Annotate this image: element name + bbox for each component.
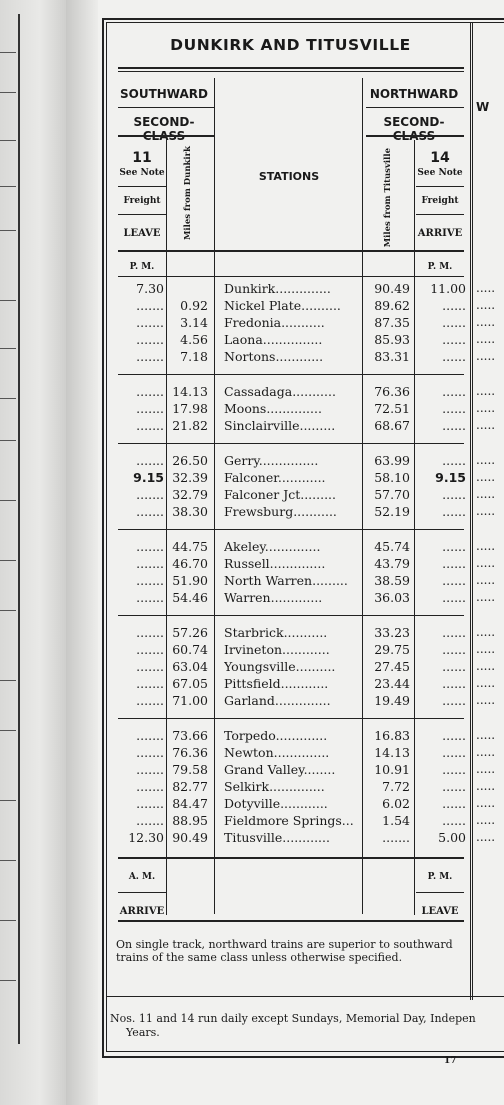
table-row: [98, 676, 504, 693]
station-name: Selkirk..............: [224, 779, 325, 794]
table-row: [98, 745, 504, 762]
miles-titusville: 38.59: [374, 573, 410, 588]
miles-titusville: 45.74: [374, 539, 410, 554]
south-time: .......: [136, 590, 164, 605]
southward-train-type: Freight: [123, 196, 161, 206]
next-table-fragment: .....: [476, 625, 496, 639]
next-table-fragment: .....: [476, 298, 496, 312]
north-type-rule: [416, 214, 464, 215]
south-time: .......: [136, 504, 164, 519]
next-table-fragment: .....: [476, 762, 496, 776]
table-row: [98, 349, 504, 366]
facing-page-line: [0, 560, 16, 561]
north-time: ......: [442, 384, 466, 399]
north-time: ......: [442, 573, 466, 588]
table-row: [98, 728, 504, 745]
next-table-fragment: .....: [476, 315, 496, 329]
station-name: Warren.............: [224, 590, 323, 605]
timetable-page: [98, 0, 504, 1105]
south-type-rule: [118, 214, 166, 215]
next-table-fragment: .....: [476, 539, 496, 553]
next-table-fragment: .....: [476, 573, 496, 587]
next-table-fragment: .....: [476, 779, 496, 793]
north-time: ......: [442, 349, 466, 364]
miles-dunkirk: 3.14: [180, 315, 208, 330]
table-row: [98, 659, 504, 676]
south-time: 12.30: [128, 830, 164, 845]
station-name: Nortons............: [224, 349, 324, 364]
facing-page-line: [0, 860, 16, 861]
facing-page-line: [0, 230, 16, 231]
southward-pm-label: P. M.: [129, 262, 155, 272]
miles-titusville: 33.23: [374, 625, 410, 640]
footnote-line-2: Years.: [126, 1026, 160, 1039]
miles-titusville: 90.49: [374, 281, 410, 296]
stations-header: STATIONS: [258, 170, 320, 183]
miles-dunkirk: 38.30: [172, 504, 208, 519]
station-name: Laona...............: [224, 332, 323, 347]
table-row: [98, 315, 504, 332]
next-table-fragment: .....: [476, 745, 496, 759]
miles-dunkirk: 54.46: [172, 590, 208, 605]
station-name: Newton..............: [224, 745, 330, 760]
south-time: .......: [136, 332, 164, 347]
miles-dunkirk: 71.00: [172, 693, 208, 708]
miles-dunkirk: 84.47: [172, 796, 208, 811]
table-row: [98, 796, 504, 813]
next-table-fragment: .....: [476, 659, 496, 673]
station-name: Moons..............: [224, 401, 322, 416]
northward-leave-label: LEAVE: [421, 906, 459, 917]
table-row: [98, 384, 504, 401]
table-row: [98, 487, 504, 504]
table-row: [98, 539, 504, 556]
north-time: ......: [442, 728, 466, 743]
south-time: .......: [136, 676, 164, 691]
next-table-fragment: .....: [476, 281, 496, 295]
station-name: Garland..............: [224, 693, 331, 708]
south-time: .......: [136, 625, 164, 640]
facing-page-line: [0, 398, 16, 399]
miles-titusville: 58.10: [374, 470, 410, 485]
south-time: .......: [136, 813, 164, 828]
station-name: North Warren.........: [224, 573, 348, 588]
facing-page-line: [0, 920, 16, 921]
north-time: ......: [442, 418, 466, 433]
miles-titusville: 27.45: [374, 659, 410, 674]
title-rule-2: [118, 71, 464, 72]
table-row: [98, 453, 504, 470]
facing-page-line: [0, 300, 16, 301]
north-time: 11.00: [430, 281, 466, 296]
north-time: ......: [442, 504, 466, 519]
miles-titusville: 10.91: [374, 762, 410, 777]
station-name: Fredonia...........: [224, 315, 325, 330]
southward-train-number: 11: [132, 150, 152, 166]
station-name: Akeley..............: [224, 539, 321, 554]
south-time: .......: [136, 349, 164, 364]
south-time: 9.15: [133, 470, 164, 485]
group-separator: [118, 443, 464, 444]
north-time: ......: [442, 539, 466, 554]
next-table-fragment: .....: [476, 642, 496, 656]
table-row: [98, 762, 504, 779]
miles-titusville: 19.49: [374, 693, 410, 708]
page-number: 17: [444, 1056, 457, 1066]
southward-class: SECOND-CLASS: [133, 115, 195, 143]
station-name: Fieldmore Springs...: [224, 813, 354, 828]
table-row: [98, 830, 504, 847]
south-time: .......: [136, 728, 164, 743]
north-arrive-rule: [362, 250, 464, 252]
next-table-fragment: .....: [476, 813, 496, 827]
miles-titusville: 14.13: [374, 745, 410, 760]
north-pm-rule: [416, 892, 464, 893]
next-table-fragment: .....: [476, 418, 496, 432]
miles-dunkirk: 67.05: [172, 676, 208, 691]
station-name: Cassadaga...........: [224, 384, 336, 399]
footer-rule: [118, 920, 464, 922]
superiority-note: On single track, northward trains are superior to southward trains of the same class unless otherwise specified.: [116, 938, 453, 964]
north-time: ......: [442, 453, 466, 468]
table-row: [98, 625, 504, 642]
facing-page-line: [0, 140, 16, 141]
south-leave-rule: [118, 250, 214, 252]
next-table-fragment: .....: [476, 676, 496, 690]
north-time: ......: [442, 642, 466, 657]
southward-arrive-label: ARRIVE: [119, 906, 165, 917]
page-title: DUNKIRK AND TITUSVILLE: [170, 36, 411, 54]
north-time: ......: [442, 659, 466, 674]
south-time: .......: [136, 487, 164, 502]
station-name: Russell..............: [224, 556, 326, 571]
table-row: [98, 470, 504, 487]
table-row: [98, 779, 504, 796]
south-am-rule: [118, 892, 166, 893]
south-time: .......: [136, 659, 164, 674]
north-no-rule: [416, 186, 464, 187]
facing-page-line: [0, 500, 16, 501]
north-time: ......: [442, 487, 466, 502]
next-table-fragment: .....: [476, 384, 496, 398]
miles-dunkirk: 0.92: [180, 298, 208, 313]
north-time: ......: [442, 745, 466, 760]
table-row: [98, 573, 504, 590]
south-time: .......: [136, 762, 164, 777]
miles-dunkirk: 46.70: [172, 556, 208, 571]
miles-from-dunkirk-header: Miles from Dunkirk: [183, 146, 193, 240]
south-time: .......: [136, 298, 164, 313]
table-row: [98, 298, 504, 315]
group-separator: [118, 374, 464, 375]
north-time: ......: [442, 779, 466, 794]
book-gutter: [66, 0, 100, 1105]
next-table-fragment: .....: [476, 504, 496, 518]
station-name: Falconer............: [224, 470, 326, 485]
next-table-fragment: .....: [476, 332, 496, 346]
miles-dunkirk: 44.75: [172, 539, 208, 554]
miles-dunkirk: 14.13: [172, 384, 208, 399]
miles-dunkirk: 51.90: [172, 573, 208, 588]
facing-page-line: [0, 92, 16, 93]
facing-page-line: [0, 610, 16, 611]
table-bottom-rule: [118, 857, 464, 859]
station-name: Starbrick...........: [224, 625, 328, 640]
northward-pm-label: P. M.: [427, 262, 453, 272]
facing-page-line: [0, 440, 16, 441]
miles-titusville: 72.51: [374, 401, 410, 416]
south-time: .......: [136, 556, 164, 571]
northward-train-type: Freight: [421, 196, 459, 206]
northward-arrive-label: ARRIVE: [417, 228, 463, 239]
northward-direction: NORTHWARD: [369, 87, 459, 101]
north-time: ......: [442, 332, 466, 347]
south-time: 7.30: [136, 281, 164, 296]
southward-leave-label: LEAVE: [123, 228, 161, 239]
south-time: .......: [136, 573, 164, 588]
station-name: Sinclairville.........: [224, 418, 336, 433]
station-name: Nickel Plate..........: [224, 298, 341, 313]
north-class-rule: [366, 135, 464, 137]
facing-page-line: [0, 52, 16, 53]
facing-page-rule: [0, 14, 20, 1044]
table-row: [98, 590, 504, 607]
miles-dunkirk: 26.50: [172, 453, 208, 468]
miles-titusville: 63.99: [374, 453, 410, 468]
northward-pm-bottom-label: P. M.: [427, 872, 453, 882]
miles-titusville: 85.93: [374, 332, 410, 347]
table-row: [98, 418, 504, 435]
next-table-fragment: .....: [476, 796, 496, 810]
next-table-fragment: .....: [476, 693, 496, 707]
table-row: [98, 813, 504, 830]
south-time: .......: [136, 745, 164, 760]
facing-page-line: [0, 730, 16, 731]
next-table-fragment: .....: [476, 590, 496, 604]
north-time: ......: [442, 625, 466, 640]
miles-dunkirk: 73.66: [172, 728, 208, 743]
table-row: [98, 556, 504, 573]
north-hdr-rule: [366, 107, 464, 108]
south-time: .......: [136, 418, 164, 433]
north-time: ......: [442, 401, 466, 416]
table-row: [98, 642, 504, 659]
miles-dunkirk: 60.74: [172, 642, 208, 657]
miles-titusville: 7.72: [382, 779, 410, 794]
facing-page: [0, 0, 66, 1105]
northward-train-number: 14: [430, 150, 450, 166]
south-no-rule: [118, 186, 166, 187]
facing-page-line: [0, 980, 16, 981]
miles-titusville: 83.31: [374, 349, 410, 364]
footnote-line-1: Nos. 11 and 14 run daily except Sundays, Memorial Day, Indepen: [110, 1012, 476, 1025]
south-time: .......: [136, 315, 164, 330]
south-hdr-rule: [118, 107, 214, 108]
miles-titusville: 1.54: [382, 813, 410, 828]
station-name: Dotyville............: [224, 796, 328, 811]
miles-dunkirk: 82.77: [172, 779, 208, 794]
title-rule: [118, 67, 464, 69]
north-time: ......: [442, 590, 466, 605]
miles-dunkirk: 88.95: [172, 813, 208, 828]
miles-titusville: .......: [382, 830, 410, 845]
northward-class: SECOND-CLASS: [383, 115, 445, 143]
facing-page-line: [0, 680, 16, 681]
miles-titusville: 6.02: [382, 796, 410, 811]
miles-titusville: 87.35: [374, 315, 410, 330]
north-time: ......: [442, 693, 466, 708]
south-time: .......: [136, 453, 164, 468]
miles-titusville: 29.75: [374, 642, 410, 657]
station-name: Pittsfield............: [224, 676, 329, 691]
next-table-fragment: .....: [476, 487, 496, 501]
stations-hdr-rule: [214, 250, 364, 252]
table-row: [98, 332, 504, 349]
group-separator: [118, 615, 464, 616]
footnote: [110, 1012, 504, 1040]
south-time: .......: [136, 796, 164, 811]
north-time: ......: [442, 762, 466, 777]
miles-dunkirk: 7.18: [180, 349, 208, 364]
station-name: Titusville............: [224, 830, 330, 845]
next-table-fragment: .....: [476, 830, 496, 844]
miles-titusville: 52.19: [374, 504, 410, 519]
footnote-rule: [106, 996, 504, 997]
group-separator: [118, 718, 464, 719]
station-name: Irvineton............: [224, 642, 330, 657]
miles-titusville: 16.83: [374, 728, 410, 743]
miles-titusville: 89.62: [374, 298, 410, 313]
miles-titusville: 76.36: [374, 384, 410, 399]
miles-dunkirk: 32.39: [172, 470, 208, 485]
south-class-rule: [118, 135, 214, 137]
station-name: Dunkirk..............: [224, 281, 331, 296]
station-name: Frewsburg...........: [224, 504, 337, 519]
miles-titusville: 43.79: [374, 556, 410, 571]
northward-see-note: See Note: [417, 168, 463, 178]
station-name: Youngsville..........: [224, 659, 336, 674]
table-row: [98, 401, 504, 418]
miles-dunkirk: 4.56: [180, 332, 208, 347]
table-row: [98, 693, 504, 710]
miles-dunkirk: 63.04: [172, 659, 208, 674]
north-time: ......: [442, 315, 466, 330]
facing-page-line: [0, 186, 16, 187]
south-time: .......: [136, 693, 164, 708]
south-time: .......: [136, 539, 164, 554]
miles-titusville: 57.70: [374, 487, 410, 502]
south-time: .......: [136, 779, 164, 794]
facing-page-line: [0, 800, 16, 801]
miles-dunkirk: 90.49: [172, 830, 208, 845]
miles-titusville: 68.67: [374, 418, 410, 433]
next-table-fragment: .....: [476, 556, 496, 570]
north-time: ......: [442, 796, 466, 811]
miles-dunkirk: 21.82: [172, 418, 208, 433]
next-table-header-fragment: W: [476, 100, 490, 114]
miles-titusville: 23.44: [374, 676, 410, 691]
southward-see-note: See Note: [119, 168, 165, 178]
station-name: Torpedo.............: [224, 728, 328, 743]
next-table-fragment: .....: [476, 401, 496, 415]
next-table-fragment: .....: [476, 470, 496, 484]
miles-dunkirk: 57.26: [172, 625, 208, 640]
miles-from-titusville-header: Miles from Titusville: [383, 148, 393, 248]
miles-dunkirk: 76.36: [172, 745, 208, 760]
north-time: ......: [442, 298, 466, 313]
north-time: ......: [442, 676, 466, 691]
group-separator: [118, 529, 464, 530]
miles-titusville: 36.03: [374, 590, 410, 605]
south-time: .......: [136, 401, 164, 416]
table-row: [98, 504, 504, 521]
facing-page-line: [0, 348, 16, 349]
ampm-rule-top: [118, 276, 464, 277]
table-row: [98, 281, 504, 298]
station-name: Grand Valley........: [224, 762, 336, 777]
north-time: 5.00: [438, 830, 466, 845]
station-name: Gerry...............: [224, 453, 319, 468]
southward-direction: SOUTHWARD: [119, 87, 208, 101]
miles-dunkirk: 79.58: [172, 762, 208, 777]
miles-dunkirk: 17.98: [172, 401, 208, 416]
next-table-fragment: .....: [476, 349, 496, 363]
south-time: .......: [136, 642, 164, 657]
station-name: Falconer Jct.........: [224, 487, 336, 502]
miles-dunkirk: 32.79: [172, 487, 208, 502]
south-time: .......: [136, 384, 164, 399]
southward-am-label: A. M.: [128, 872, 156, 882]
north-time: 9.15: [435, 470, 466, 485]
north-time: ......: [442, 556, 466, 571]
next-table-fragment: .....: [476, 728, 496, 742]
north-time: ......: [442, 813, 466, 828]
next-table-fragment: .....: [476, 453, 496, 467]
